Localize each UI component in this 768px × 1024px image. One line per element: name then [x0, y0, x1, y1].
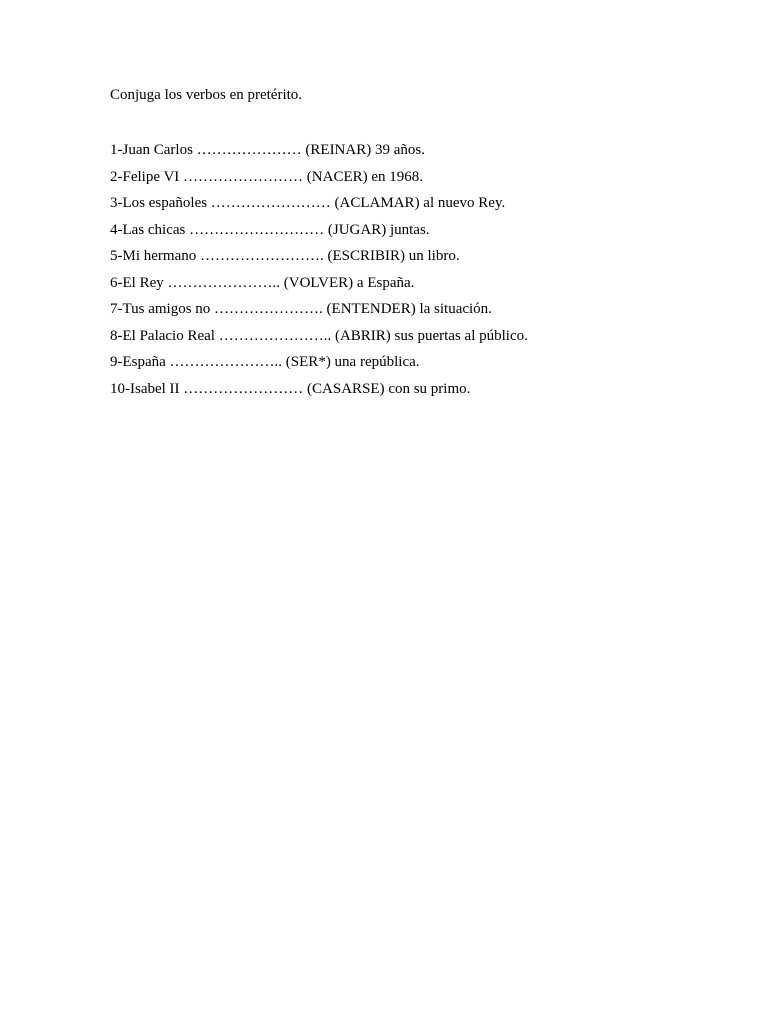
exercise-item-2: 2-Felipe VI …………………… (NACER) en 1968. [110, 168, 424, 185]
exercise-item-1: 1-Juan Carlos ………………… (REINAR) 39 años. [110, 142, 425, 158]
exercise-item-3: 3-Los españoles …………………… (ACLAMAR) al nuevo Rey. [110, 195, 506, 211]
instruction-text: Conjuga los verbos en pretérito. [110, 87, 303, 103]
exercise-item-8: 8-El Palacio Real ………………….. (ABRIR) sus puertas al público. [110, 327, 528, 344]
exercise-item-5: 5-Mi hermano ……………………. (ESCRIBIR) un libro. [110, 248, 460, 264]
exercise-item-7: 7-Tus amigos no …………………. (ENTENDER) la situación. [110, 301, 492, 317]
worksheet-content [110, 84, 710, 402]
exercise-item-4: 4-Las chicas ……………………… (JUGAR) juntas. [110, 221, 430, 238]
exercise-item-6: 6-El Rey ………………….. (VOLVER) a España. [110, 274, 415, 291]
exercise-list [110, 137, 710, 402]
exercise-item-9: 9-España ………………….. (SER*) una república. [110, 354, 420, 370]
exercise-item-10: 10-Isabel II …………………… (CASARSE) con su primo. [110, 380, 471, 397]
